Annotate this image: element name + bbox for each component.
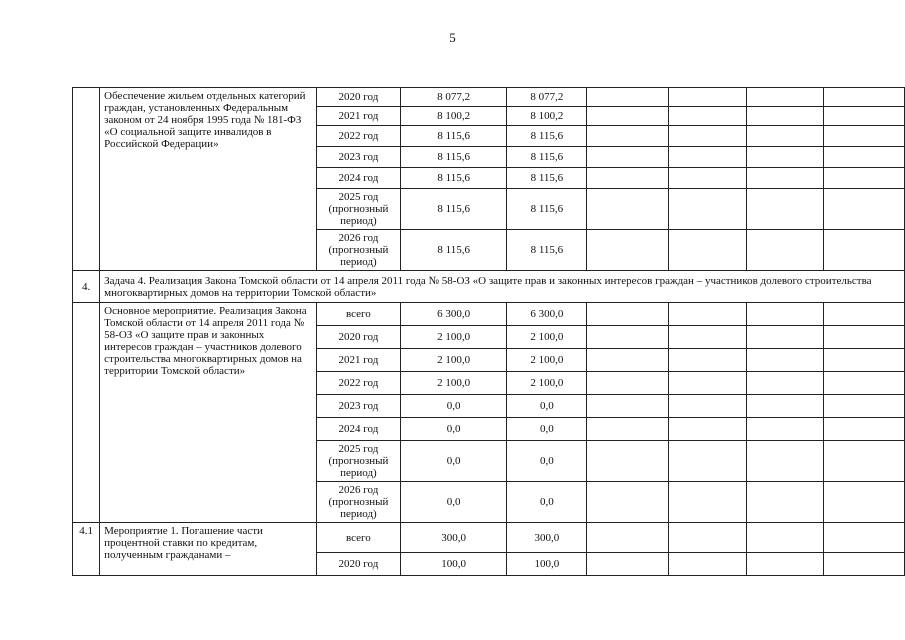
row-number-cell [73, 303, 100, 523]
federal-cell: 8 115,6 [507, 147, 587, 168]
activity-name: Мероприятие 1. Погашение части процентной ставки по кредитам, полученным гражданами – [100, 523, 317, 576]
empty-cell [824, 88, 905, 107]
empty-cell [824, 349, 905, 372]
year-cell: 2025 год (прогнозный период) [316, 441, 400, 482]
empty-cell [746, 107, 824, 126]
empty-cell [587, 523, 668, 553]
empty-cell [824, 147, 905, 168]
year-cell: всего [316, 303, 400, 326]
year-cell: 2024 год [316, 168, 400, 189]
empty-cell [587, 395, 668, 418]
row-number-cell [73, 88, 100, 271]
empty-cell [668, 441, 746, 482]
empty-cell [668, 553, 746, 576]
empty-cell [746, 168, 824, 189]
empty-cell [746, 553, 824, 576]
federal-cell: 6 300,0 [507, 303, 587, 326]
empty-cell [587, 418, 668, 441]
total-cell: 0,0 [400, 441, 506, 482]
federal-cell: 8 115,6 [507, 189, 587, 230]
year-cell: 2023 год [316, 147, 400, 168]
year-cell: 2023 год [316, 395, 400, 418]
empty-cell [824, 523, 905, 553]
federal-cell: 8 077,2 [507, 88, 587, 107]
federal-cell: 8 100,2 [507, 107, 587, 126]
table-row [73, 303, 905, 326]
year-cell: 2026 год (прогнозный период) [316, 230, 400, 271]
table-row [73, 523, 905, 553]
task-number: 4. [73, 271, 100, 303]
federal-cell: 2 100,0 [507, 372, 587, 395]
year-cell: 2021 год [316, 349, 400, 372]
federal-cell: 8 115,6 [507, 230, 587, 271]
empty-cell [746, 523, 824, 553]
empty-cell [587, 303, 668, 326]
total-cell: 8 115,6 [400, 126, 506, 147]
total-cell: 8 077,2 [400, 88, 506, 107]
empty-cell [746, 441, 824, 482]
federal-cell: 300,0 [507, 523, 587, 553]
empty-cell [668, 88, 746, 107]
empty-cell [746, 372, 824, 395]
year-cell: 2020 год [316, 88, 400, 107]
total-cell: 8 100,2 [400, 107, 506, 126]
empty-cell [668, 372, 746, 395]
empty-cell [587, 349, 668, 372]
empty-cell [824, 168, 905, 189]
empty-cell [587, 326, 668, 349]
year-cell: всего [316, 523, 400, 553]
empty-cell [668, 126, 746, 147]
empty-cell [746, 126, 824, 147]
year-cell: 2020 год [316, 326, 400, 349]
empty-cell [746, 303, 824, 326]
federal-cell: 2 100,0 [507, 349, 587, 372]
federal-cell: 2 100,0 [507, 326, 587, 349]
year-cell: 2020 год [316, 553, 400, 576]
year-cell: 2026 год (прогнозный период) [316, 482, 400, 523]
empty-cell [824, 441, 905, 482]
total-cell: 2 100,0 [400, 349, 506, 372]
empty-cell [668, 482, 746, 523]
total-cell: 0,0 [400, 482, 506, 523]
year-cell: 2022 год [316, 126, 400, 147]
empty-cell [587, 553, 668, 576]
empty-cell [668, 523, 746, 553]
empty-cell [668, 418, 746, 441]
empty-cell [746, 230, 824, 271]
empty-cell [668, 168, 746, 189]
year-cell: 2021 год [316, 107, 400, 126]
task-row [73, 271, 905, 303]
page-number: 5 [449, 30, 456, 45]
total-cell: 0,0 [400, 418, 506, 441]
empty-cell [587, 230, 668, 271]
empty-cell [668, 395, 746, 418]
empty-cell [668, 303, 746, 326]
empty-cell [668, 147, 746, 168]
empty-cell [824, 230, 905, 271]
empty-cell [824, 326, 905, 349]
federal-cell: 0,0 [507, 395, 587, 418]
empty-cell [587, 168, 668, 189]
total-cell: 100,0 [400, 553, 506, 576]
empty-cell [824, 189, 905, 230]
year-cell: 2025 год (прогнозный период) [316, 189, 400, 230]
empty-cell [824, 482, 905, 523]
total-cell: 8 115,6 [400, 147, 506, 168]
empty-cell [668, 326, 746, 349]
year-cell: 2024 год [316, 418, 400, 441]
federal-cell: 0,0 [507, 441, 587, 482]
empty-cell [824, 418, 905, 441]
empty-cell [824, 553, 905, 576]
empty-cell [587, 441, 668, 482]
table-row [73, 88, 905, 107]
total-cell: 0,0 [400, 395, 506, 418]
empty-cell [587, 107, 668, 126]
empty-cell [668, 107, 746, 126]
federal-cell: 8 115,6 [507, 126, 587, 147]
year-cell: 2022 год [316, 372, 400, 395]
empty-cell [824, 395, 905, 418]
total-cell: 8 115,6 [400, 230, 506, 271]
activity-name: Обеспечение жильем отдельных категорий граждан, установленных Федеральным законом от 24 ноября 1995 года № 181-ФЗ «О социальной защите инвалидов в Российской Федерации» [100, 88, 317, 271]
federal-cell: 0,0 [507, 482, 587, 523]
empty-cell [746, 349, 824, 372]
empty-cell [746, 88, 824, 107]
empty-cell [587, 372, 668, 395]
empty-cell [824, 372, 905, 395]
empty-cell [587, 126, 668, 147]
empty-cell [746, 147, 824, 168]
empty-cell [668, 189, 746, 230]
total-cell: 300,0 [400, 523, 506, 553]
activity-name: Основное мероприятие. Реализация Закона Томской области от 14 апреля 2011 года № 58-ОЗ «О защите прав и законных интересов граждан – участников долевого строительства многоквартирных домов на территории Томской области» [100, 303, 317, 523]
empty-cell [587, 147, 668, 168]
empty-cell [746, 418, 824, 441]
federal-cell: 8 115,6 [507, 168, 587, 189]
empty-cell [824, 126, 905, 147]
federal-cell: 100,0 [507, 553, 587, 576]
empty-cell [746, 395, 824, 418]
empty-cell [746, 326, 824, 349]
empty-cell [746, 482, 824, 523]
empty-cell [824, 303, 905, 326]
empty-cell [668, 230, 746, 271]
empty-cell [587, 189, 668, 230]
empty-cell [587, 88, 668, 107]
empty-cell [668, 349, 746, 372]
total-cell: 6 300,0 [400, 303, 506, 326]
total-cell: 8 115,6 [400, 189, 506, 230]
empty-cell [746, 189, 824, 230]
budget-table [72, 87, 905, 576]
empty-cell [587, 482, 668, 523]
row-number-cell: 4.1 [73, 523, 100, 576]
total-cell: 2 100,0 [400, 326, 506, 349]
empty-cell [824, 107, 905, 126]
total-cell: 8 115,6 [400, 168, 506, 189]
federal-cell: 0,0 [507, 418, 587, 441]
total-cell: 2 100,0 [400, 372, 506, 395]
task-title: Задача 4. Реализация Закона Томской области от 14 апреля 2011 года № 58-ОЗ «О защите прав и законных интересов граждан – участников долевого строительства многоквартирных домов на территории Томской области» [100, 271, 905, 303]
